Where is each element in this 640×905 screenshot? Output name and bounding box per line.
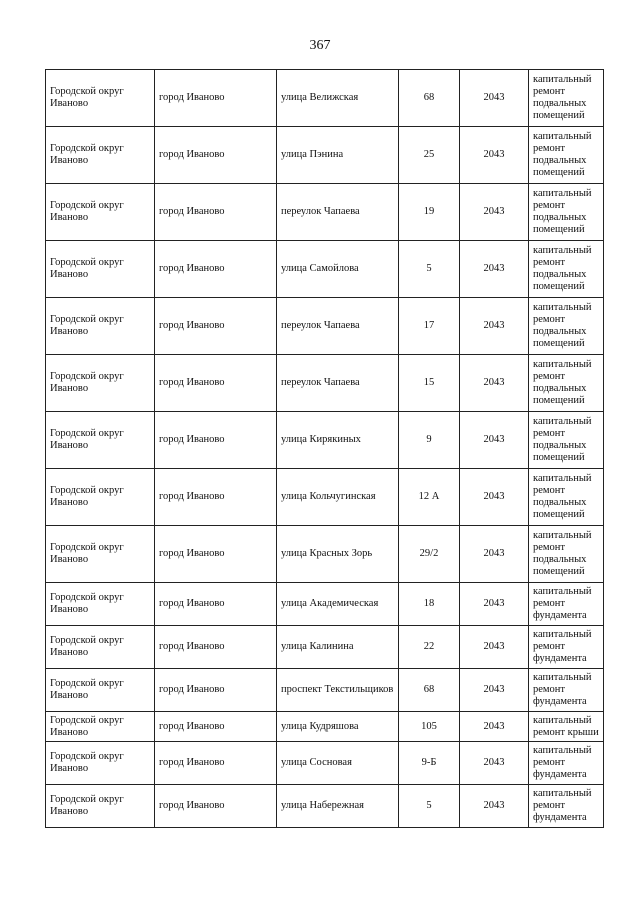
year-cell: 2043	[460, 241, 529, 298]
table-row	[46, 412, 604, 469]
city-cell: город Иваново	[155, 712, 277, 742]
city-cell: город Иваново	[155, 583, 277, 626]
work-type-cell: капитальный ремонт фундамента	[529, 669, 604, 712]
year-cell: 2043	[460, 355, 529, 412]
work-type-cell: капитальный ремонт фундамента	[529, 626, 604, 669]
house-number-cell: 25	[399, 127, 460, 184]
street-cell: улица Набережная	[277, 785, 399, 828]
street-cell: переулок Чапаева	[277, 355, 399, 412]
house-number-cell: 68	[399, 70, 460, 127]
district-cell: Городской округ Иваново	[46, 526, 155, 583]
district-cell: Городской округ Иваново	[46, 669, 155, 712]
work-type-cell: капитальный ремонт подвальных помещений	[529, 355, 604, 412]
year-cell: 2043	[460, 583, 529, 626]
work-type-cell: капитальный ремонт подвальных помещений	[529, 184, 604, 241]
district-cell: Городской округ Иваново	[46, 184, 155, 241]
year-cell: 2043	[460, 70, 529, 127]
city-cell: город Иваново	[155, 70, 277, 127]
table-row	[46, 669, 604, 712]
table-row	[46, 355, 604, 412]
work-type-cell: капитальный ремонт подвальных помещений	[529, 70, 604, 127]
table-row	[46, 127, 604, 184]
city-cell: город Иваново	[155, 241, 277, 298]
year-cell: 2043	[460, 669, 529, 712]
table-row	[46, 785, 604, 828]
work-type-cell: капитальный ремонт подвальных помещений	[529, 298, 604, 355]
work-type-cell: капитальный ремонт подвальных помещений	[529, 127, 604, 184]
year-cell: 2043	[460, 469, 529, 526]
city-cell: город Иваново	[155, 526, 277, 583]
work-type-cell: капитальный ремонт подвальных помещений	[529, 526, 604, 583]
table-row	[46, 742, 604, 785]
year-cell: 2043	[460, 184, 529, 241]
table-row	[46, 298, 604, 355]
street-cell: улица Велижская	[277, 70, 399, 127]
city-cell: город Иваново	[155, 742, 277, 785]
street-cell: улица Кудряшова	[277, 712, 399, 742]
district-cell: Городской округ Иваново	[46, 355, 155, 412]
street-cell: улица Самойлова	[277, 241, 399, 298]
street-cell: переулок Чапаева	[277, 298, 399, 355]
street-cell: улица Кирякиных	[277, 412, 399, 469]
street-cell: улица Кольчугинская	[277, 469, 399, 526]
district-cell: Городской округ Иваново	[46, 742, 155, 785]
work-type-cell: капитальный ремонт фундамента	[529, 583, 604, 626]
work-type-cell: капитальный ремонт фундамента	[529, 785, 604, 828]
district-cell: Городской округ Иваново	[46, 712, 155, 742]
city-cell: город Иваново	[155, 298, 277, 355]
year-cell: 2043	[460, 412, 529, 469]
district-cell: Городской округ Иваново	[46, 626, 155, 669]
district-cell: Городской округ Иваново	[46, 298, 155, 355]
street-cell: улица Пэнина	[277, 127, 399, 184]
table-row	[46, 712, 604, 742]
page-number: 367	[309, 38, 331, 53]
house-number-cell: 29/2	[399, 526, 460, 583]
table-row	[46, 626, 604, 669]
house-number-cell: 15	[399, 355, 460, 412]
city-cell: город Иваново	[155, 412, 277, 469]
district-cell: Городской округ Иваново	[46, 127, 155, 184]
district-cell: Городской округ Иваново	[46, 70, 155, 127]
house-number-cell: 5	[399, 785, 460, 828]
work-type-cell: капитальный ремонт подвальных помещений	[529, 412, 604, 469]
street-cell: улица Калинина	[277, 626, 399, 669]
year-cell: 2043	[460, 712, 529, 742]
table-row	[46, 526, 604, 583]
house-number-cell: 22	[399, 626, 460, 669]
table-body	[46, 70, 604, 828]
year-cell: 2043	[460, 626, 529, 669]
work-type-cell: капитальный ремонт подвальных помещений	[529, 241, 604, 298]
year-cell: 2043	[460, 785, 529, 828]
city-cell: город Иваново	[155, 469, 277, 526]
house-number-cell: 12 А	[399, 469, 460, 526]
city-cell: город Иваново	[155, 355, 277, 412]
house-number-cell: 5	[399, 241, 460, 298]
city-cell: город Иваново	[155, 184, 277, 241]
street-cell: переулок Чапаева	[277, 184, 399, 241]
district-cell: Городской округ Иваново	[46, 412, 155, 469]
city-cell: город Иваново	[155, 785, 277, 828]
house-number-cell: 9-Б	[399, 742, 460, 785]
house-number-cell: 9	[399, 412, 460, 469]
street-cell: улица Академическая	[277, 583, 399, 626]
work-type-cell: капитальный ремонт подвальных помещений	[529, 469, 604, 526]
table-row	[46, 583, 604, 626]
district-cell: Городской округ Иваново	[46, 785, 155, 828]
district-cell: Городской округ Иваново	[46, 241, 155, 298]
city-cell: город Иваново	[155, 127, 277, 184]
house-number-cell: 105	[399, 712, 460, 742]
street-cell: проспект Текстильщиков	[277, 669, 399, 712]
table-row	[46, 241, 604, 298]
program-table	[45, 69, 604, 828]
table-row	[46, 469, 604, 526]
year-cell: 2043	[460, 526, 529, 583]
table-row	[46, 184, 604, 241]
house-number-cell: 68	[399, 669, 460, 712]
table-row	[46, 70, 604, 127]
year-cell: 2043	[460, 127, 529, 184]
house-number-cell: 17	[399, 298, 460, 355]
street-cell: улица Сосновая	[277, 742, 399, 785]
work-type-cell: капитальный ремонт крыши	[529, 712, 604, 742]
year-cell: 2043	[460, 298, 529, 355]
district-cell: Городской округ Иваново	[46, 469, 155, 526]
house-number-cell: 18	[399, 583, 460, 626]
street-cell: улица Красных Зорь	[277, 526, 399, 583]
city-cell: город Иваново	[155, 669, 277, 712]
city-cell: город Иваново	[155, 626, 277, 669]
house-number-cell: 19	[399, 184, 460, 241]
work-type-cell: капитальный ремонт фундамента	[529, 742, 604, 785]
year-cell: 2043	[460, 742, 529, 785]
district-cell: Городской округ Иваново	[46, 583, 155, 626]
